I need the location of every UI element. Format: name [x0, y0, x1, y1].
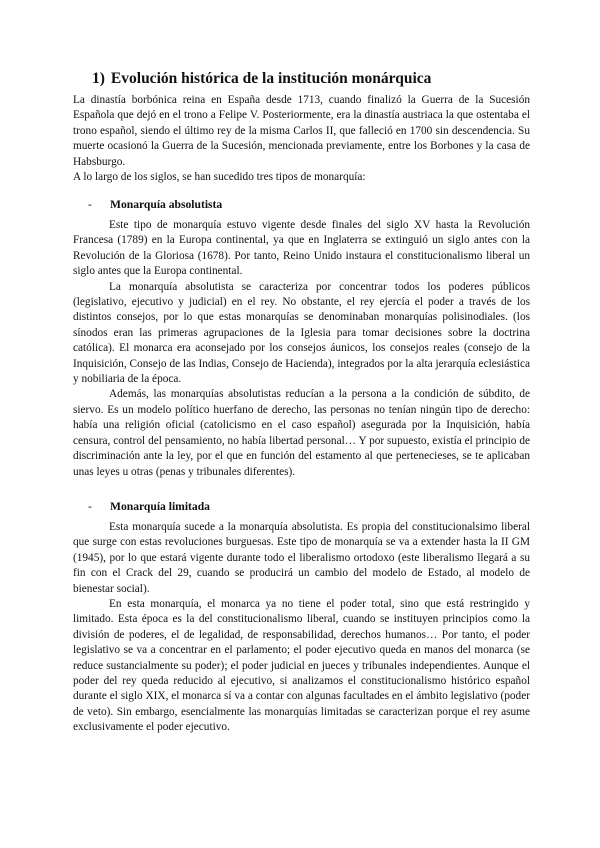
section-body-limitada [73, 520, 530, 736]
paragraph: Además, las monarquías absolutistas reducían a la persona a la condición de súbdito, de siervo. Es un modelo político huerfano de derecho, las personas no tenían ningún tipo de derecho: había una religión oficial (catolicismo en el caso español) asegurada por la Inquisición, había censura, control del pensamiento, no había libertad personal… Y por supuesto, existía el principio de discriminación ante la ley, por el que en función del estamento al que pertenecieses, se te aplicaban unas leyes u otras (penas y tribunales diferentes). [73, 388, 530, 478]
paragraph: La monarquía absolutista se caracteriza por concentrar todos los poderes públicos (legislativo, ejecutivo y judicial) en el rey. No obstante, el rey ejercía el poder a través de los distintos consejos, por lo que estas monarquías se denominaban monarquías polisinodiales. (los sínodos eran las primeras agrupaciones de la Iglesia para tomar decisiones sobre la doctrina católica). El monarca era aconsejado por los consejos áunicos, los consejos reales (consejo de la Inquisición, Consejo de las Indias, Consejo de Hacienda), integrados por la alta jerarquía eclesiástica y nobiliaria de la época. [73, 280, 530, 386]
section-heading-text: Monarquía absolutista [110, 198, 223, 211]
title-text: Evolución histórica de la institución monárquica [110, 70, 432, 87]
paragraph: Esta monarquía sucede a la monarquía absolutista. Es propia del constitucionalsimo liberal que surge con estas revoluciones burguesas. Este tipo de monarquía se va a extender hasta la II GM (1945), por lo que estará vigente durante todo el liberalismo ortodoxo (este liberalismo llegará a su fin con el Crack del 29, cuando se producirá un cambio del modelo de Estado, al modelo de bienestar social). [73, 521, 530, 595]
paragraph: Este tipo de monarquía estuvo vigente desde finales del siglo XV hasta la Revolución Francesa (1789) en la Europa continental, ya que en Inglaterra se extinguió un siglo antes con la Revolución de la Gloriosa (1678). Por tanto, Reino Unido instaura el constitucionalismo liberal un siglo antes que la Europa continental. [73, 219, 530, 278]
section-heading-text: Monarquía limitada [110, 500, 210, 513]
bullet-dash: - [88, 198, 92, 211]
title-number: 1) [92, 70, 105, 87]
bullet-dash: - [88, 500, 92, 513]
intro-paragraph: La dinastía borbónica reina en España desde 1713, cuando finalizó la Guerra de la Sucesión Española que dejó en el trono a Felipe V. Posteriormente, era la dinastía austriaca la que ostentaba el trono español, siendo el último rey de la misma Carlos II, que falleció en 1700 sin descendencia. Su muerte ocasionó la Guerra de la Sucesión, mencionada previamente, entre los Borbones y la casa de Habsburgo. [73, 94, 530, 168]
section-heading-absolutista [88, 198, 222, 211]
page-title [92, 70, 431, 88]
intro-block [73, 93, 530, 185]
section-body-absolutista [73, 218, 530, 480]
section-heading-limitada [88, 500, 210, 513]
intro-list-lead: A lo largo de los siglos, se han sucedido tres tipos de monarquía: [73, 171, 366, 184]
paragraph: En esta monarquía, el monarca ya no tiene el poder total, sino que está restringido y limitado. Esta época es la del constitucionalismo liberal, cuando se instituyen principios como la división de poderes, el de legalidad, de responsabilidad, derechos humanos… Por tanto, el poder legislativo se va a concentrar en el parlamento; el poder ejecutivo queda en manos del monarca (se reduce sustancialmente su poder); el poder judicial en jueces y tribunales independientes. Aunque el poder del rey queda reducido al ejecutivo, si analizamos el constitucionalismo histórico español durante el siglo XIX, el monarca sí va a contar con algunas facultades en el ámbito legislativo (poder de veto). Sin embargo, esencialmente las monarquías limitadas se caracterizan porque el rey asume exclusivamente el poder ejecutivo. [73, 598, 530, 734]
